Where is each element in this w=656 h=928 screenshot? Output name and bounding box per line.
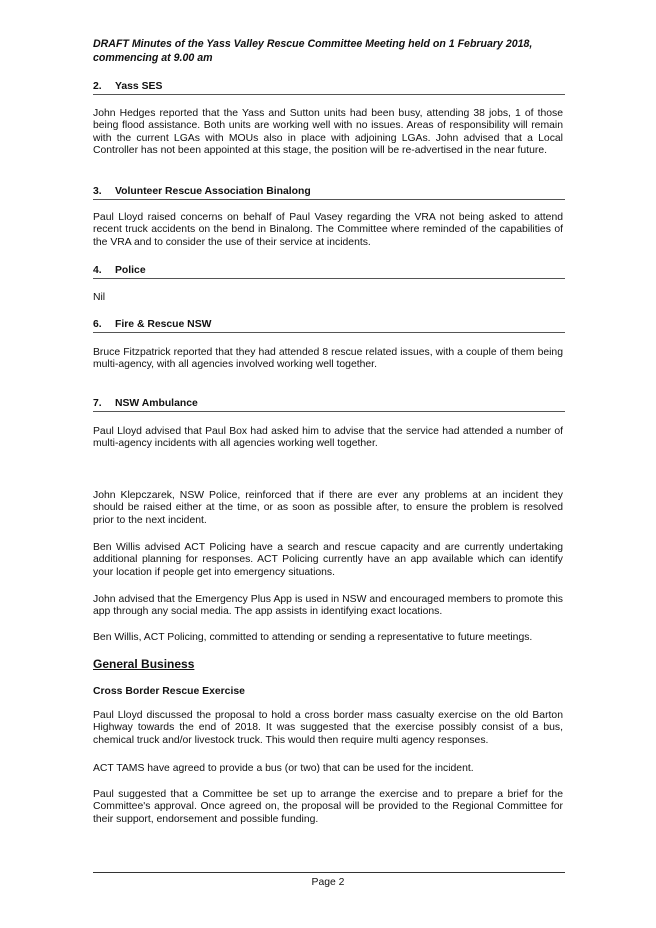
police-paragraph: Nil <box>93 292 106 303</box>
section-heading-ses <box>93 80 565 95</box>
section-heading-fire <box>93 318 565 333</box>
document-header: DRAFT Minutes of the Yass Valley Rescue Committee Meeting held on 1 February 2018, commencing at 9.00 am <box>93 38 533 64</box>
ambulance-paragraph-2: John Klepczarek, NSW Police, reinforced that if there are ever any problems at an incident they should be raised either at the time, or as soon as possible after, to ensure the problem is resolved prior to the next incident. <box>93 490 563 526</box>
section-number: 6. <box>93 319 102 330</box>
ambulance-paragraph-5: Ben Willis, ACT Policing, committed to attending or sending a representative to future meetings. <box>93 632 533 643</box>
ambulance-paragraph-4: John advised that the Emergency Plus App is used in NSW and encouraged members to promote this app through any social media. The app assists in identifying exact locations. <box>93 594 563 618</box>
section-heading-ambulance <box>93 397 565 412</box>
footer-divider <box>93 872 565 873</box>
section-title: Fire & Rescue NSW <box>115 319 212 330</box>
ambulance-paragraph-1: Paul Lloyd advised that Paul Box had asked him to advise that the service had attended a number of multi-agency incidents with all agencies working well together. <box>93 426 563 450</box>
section-number: 2. <box>93 81 102 92</box>
general-business-title: General Business <box>93 657 195 671</box>
section-title: Volunteer Rescue Association Binalong <box>115 186 311 197</box>
ses-paragraph: John Hedges reported that the Yass and Sutton units had been busy, attending 38 jobs, 1 of those being flood assistance. Both units are working well with no issues. Areas of responsibility will remain with the current LGAs with MOUs also in place with adjoining LGAs. John advised that a Local Controller has not been appointed at this stage, the position will be re-advertised in the near future. <box>93 108 563 156</box>
general-business-paragraph-1: Paul Lloyd discussed the proposal to hold a cross border mass casualty exercise on the old Barton Highway towards the end of 2018. It was suggested that the exercise possibly consist of a bus, chemical truck and/or livestock truck. This would then require multi agency responses. <box>93 710 563 746</box>
ambulance-paragraph-3: Ben Willis advised ACT Policing have a search and rescue capacity and are currently undertaking additional planning for responses. ACT Policing currently have an app available which can identify your location if people get into emergency situations. <box>93 542 563 578</box>
section-title: Yass SES <box>115 81 163 92</box>
section-title: NSW Ambulance <box>115 398 198 409</box>
cross-border-subtitle: Cross Border Rescue Exercise <box>93 686 245 697</box>
section-number: 4. <box>93 265 102 276</box>
general-business-paragraph-2: ACT TAMS have agreed to provide a bus (or two) that can be used for the incident. <box>93 763 474 774</box>
page-number: Page 2 <box>311 877 345 888</box>
section-title: Police <box>115 265 146 276</box>
section-heading-police <box>93 264 565 279</box>
section-heading-vra <box>93 185 565 200</box>
general-business-paragraph-3: Paul suggested that a Committee be set up to arrange the exercise and to prepare a brief for the Committee's approval. Once agreed on, the proposal will be provided to the Regional Committee for their support, endorsement and possible funding. <box>93 789 563 825</box>
section-number: 3. <box>93 186 102 197</box>
section-number: 7. <box>93 398 102 409</box>
vra-paragraph: Paul Lloyd raised concerns on behalf of Paul Vasey regarding the VRA not being asked to attend recent truck accidents on the bend in Binalong. The Committee where reminded of the capabilities of the VRA and to consider the use of their service at incidents. <box>93 212 563 248</box>
fire-paragraph: Bruce Fitzpatrick reported that they had attended 8 rescue related issues, with a couple of them being multi-agency, with all agencies involved working well together. <box>93 347 563 371</box>
